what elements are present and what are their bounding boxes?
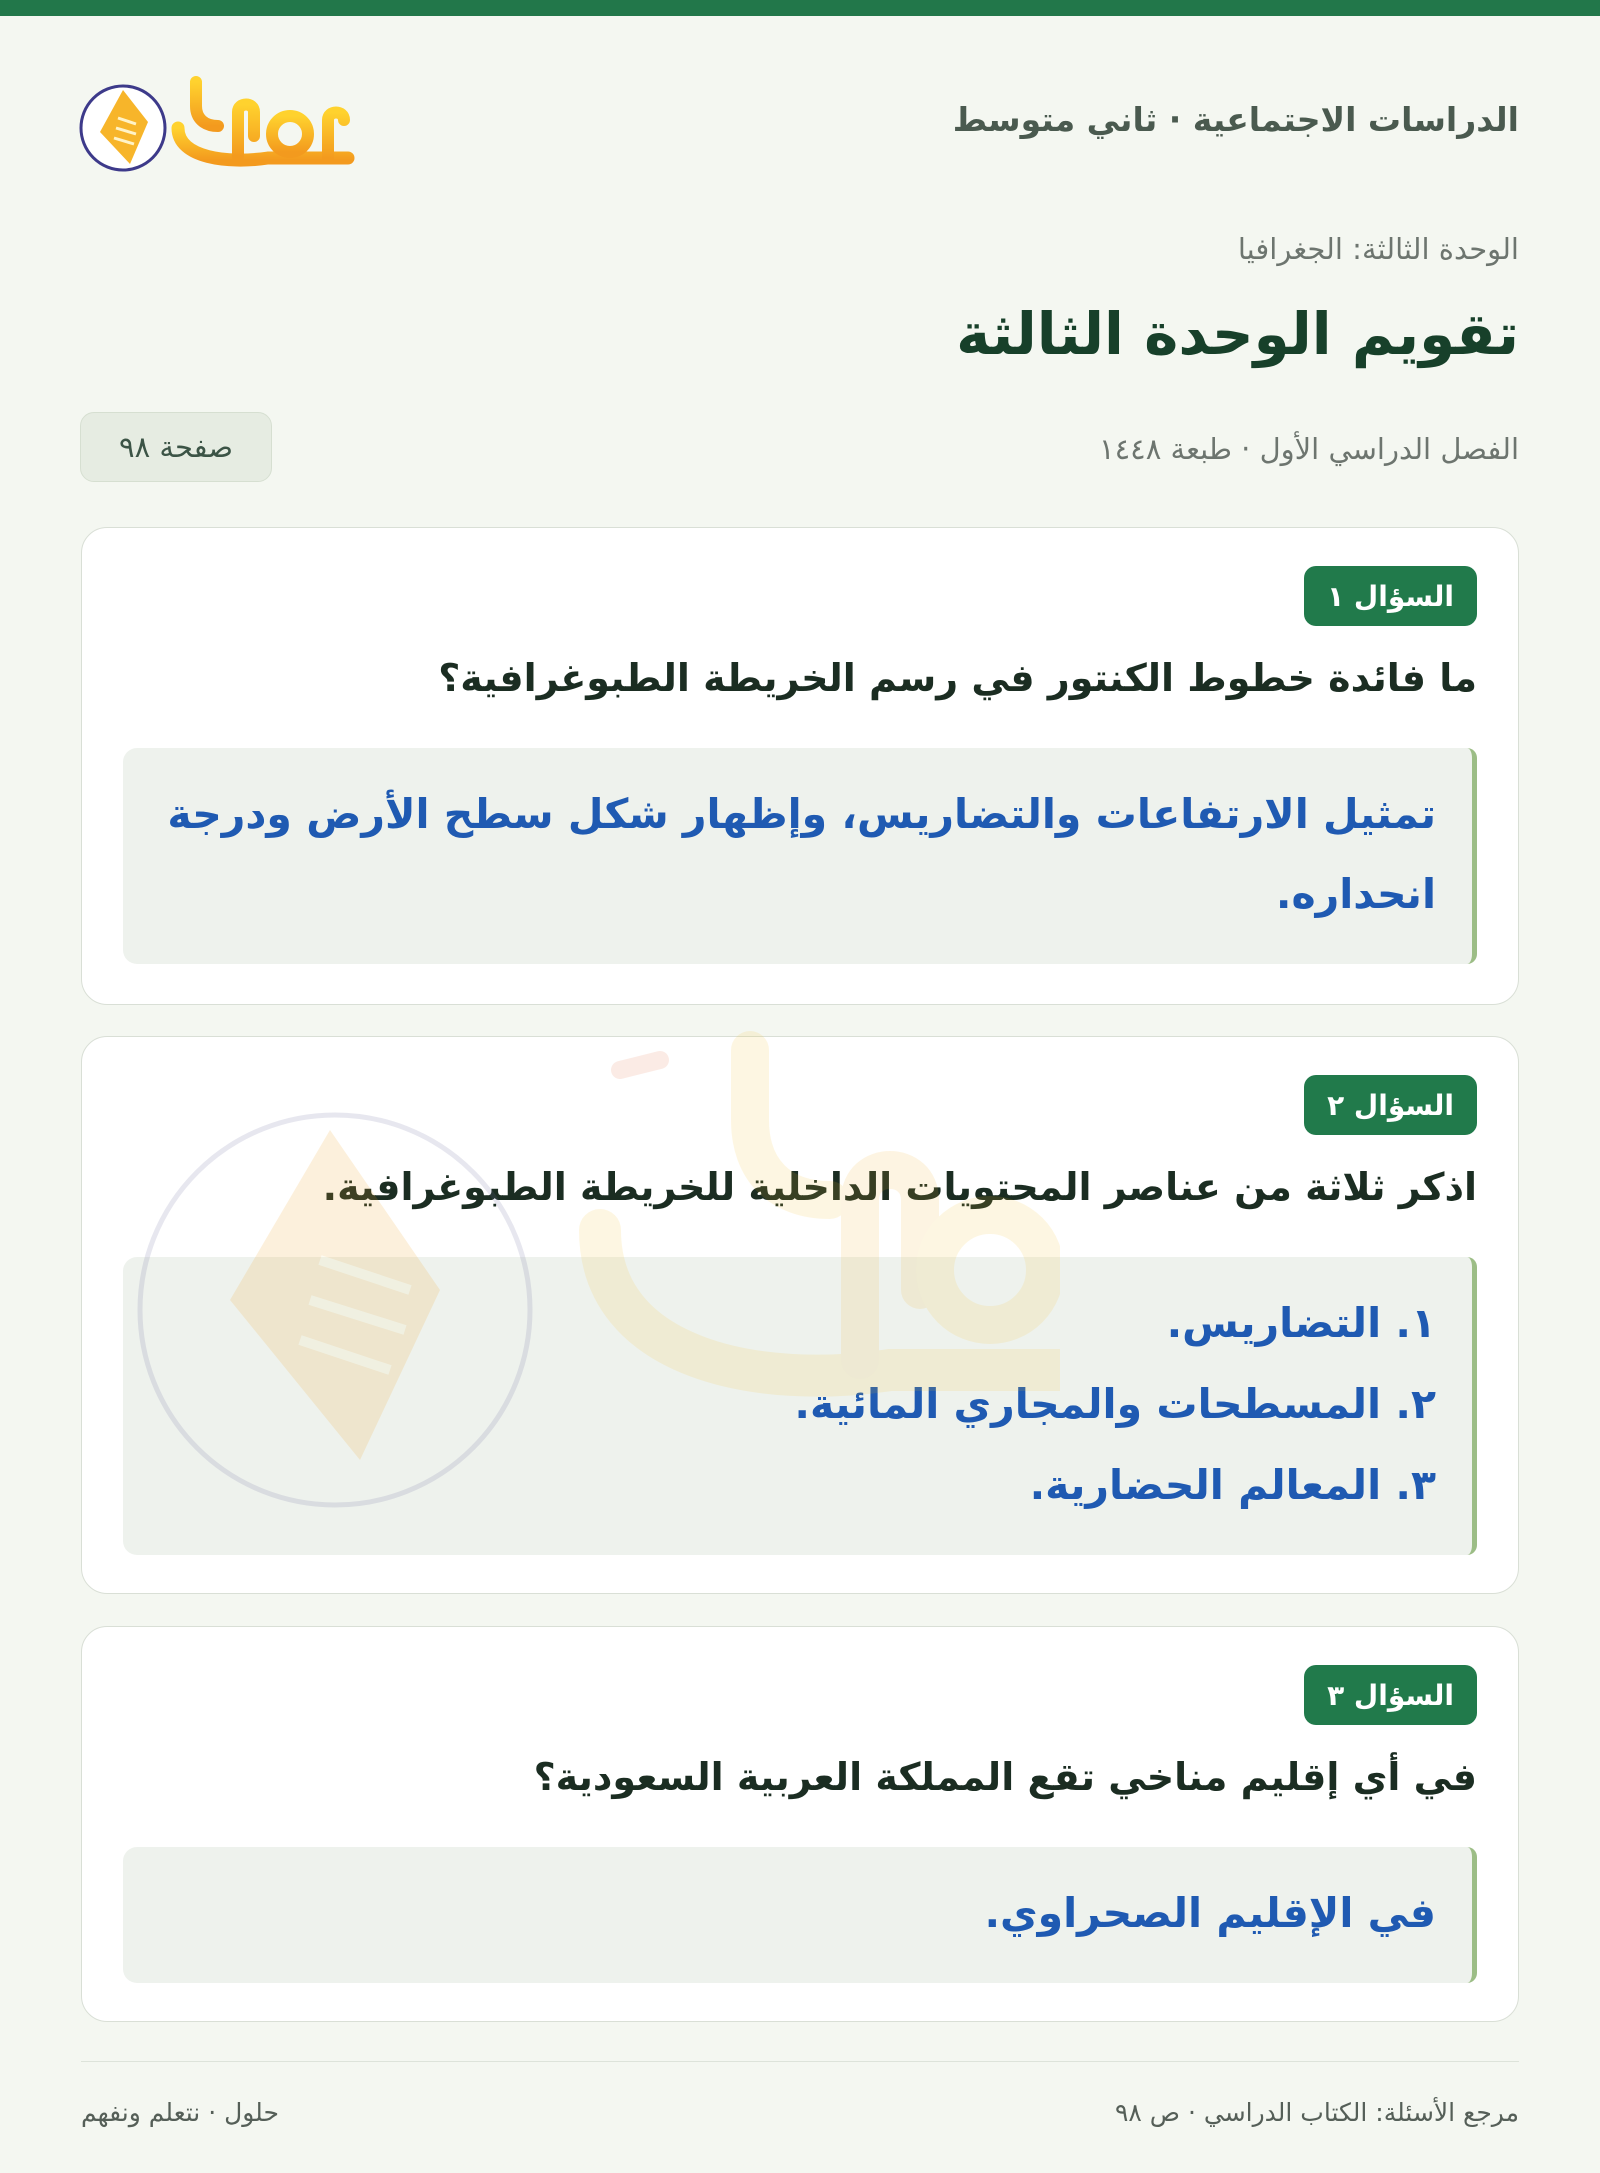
page-number-badge: صفحة ٩٨: [80, 412, 272, 482]
question-label: السؤال ١: [1304, 566, 1477, 626]
answer-box: [123, 748, 1477, 964]
page-title: تقويم الوحدة الثالثة: [956, 300, 1519, 368]
footer-source: مرجع الأسئلة: الكتاب الدراسي · ص ٩٨: [1114, 2098, 1519, 2127]
question-card-3: [81, 1626, 1519, 2022]
answer-list-item: ١. التضاريس.: [1166, 1299, 1436, 1347]
answer-box: [123, 1257, 1477, 1555]
unit-label: الوحدة الثالثة: الجغرافيا: [1237, 232, 1519, 266]
footer-divider: [81, 2061, 1519, 2062]
question-card-1: [81, 527, 1519, 1005]
answer-list-item: ٣. المعالم الحضارية.: [1029, 1461, 1436, 1509]
question-card-2: [81, 1036, 1519, 1594]
answer-list-item: ٢. المسطحات والمجاري المائية.: [794, 1380, 1436, 1428]
answer-box: [123, 1847, 1477, 1983]
hulul-logo: [78, 66, 358, 178]
question-label: السؤال ٣: [1304, 1665, 1477, 1725]
top-accent-bar: [0, 0, 1600, 16]
answer-text: تمثيل الارتفاعات والتضاريس، وإظهار شكل سطح الأرض ودرجة انحداره.: [167, 790, 1436, 918]
subject-grade: الدراسات الاجتماعية · ثاني متوسط: [952, 100, 1519, 139]
question-label: السؤال ٢: [1304, 1075, 1477, 1135]
question-text: في أي إقليم مناخي تقع المملكة العربية السعودية؟: [533, 1755, 1477, 1799]
question-text: اذكر ثلاثة من عناصر المحتويات الداخلية للخريطة الطبوغرافية.: [322, 1165, 1477, 1209]
question-text: ما فائدة خطوط الكنتور في رسم الخريطة الطبوغرافية؟: [438, 656, 1477, 700]
answer-list: [159, 1283, 1436, 1526]
footer-brand: حلول · نتعلم ونفهم: [81, 2098, 279, 2127]
answer-text: في الإقليم الصحراوي.: [984, 1889, 1436, 1937]
semester-edition: الفصل الدراسي الأول · طبعة ١٤٤٨: [1099, 432, 1519, 466]
